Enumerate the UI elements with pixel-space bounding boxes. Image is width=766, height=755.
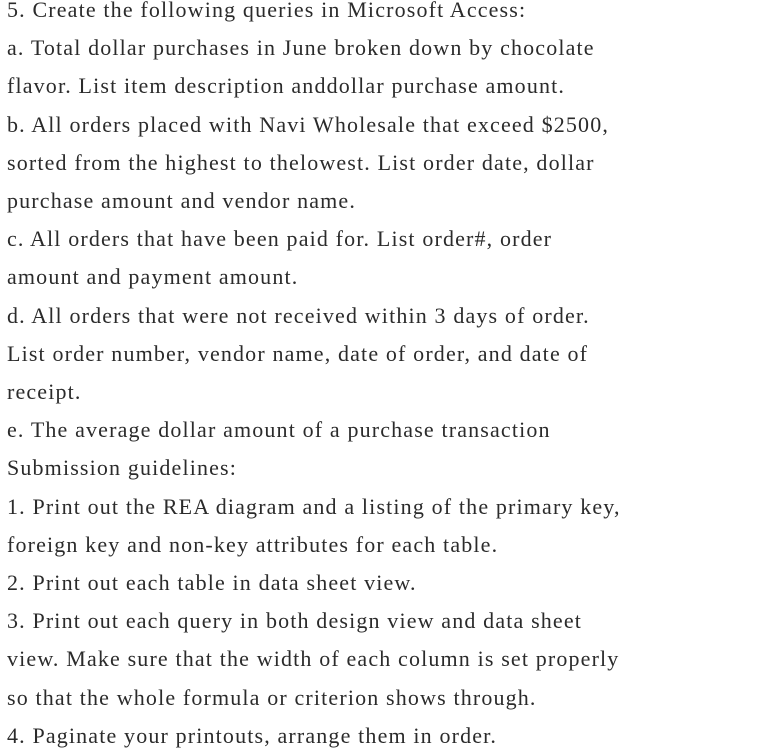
text-line: so that the whole formula or criterion shows through.: [7, 684, 537, 710]
text-line: c. All orders that have been paid for. List order#, order: [7, 226, 553, 252]
text-line: 1. Print out the REA diagram and a listing of the primary key,: [7, 493, 621, 519]
text-line: 3. Print out each query in both design view and data sheet: [7, 608, 583, 634]
text-line: a. Total dollar purchases in June broken down by chocolate: [7, 35, 595, 61]
text-line: d. All orders that were not received within 3 days of order.: [7, 302, 590, 328]
text-line: 2. Print out each table in data sheet view.: [7, 570, 417, 596]
text-line: purchase amount and vendor name.: [7, 188, 356, 214]
text-line: 5. Create the following queries in Microsoft Access:: [7, 0, 527, 22]
text-line: receipt.: [7, 379, 82, 405]
text-line: view. Make sure that the width of each column is set properly: [7, 646, 620, 672]
text-line: flavor. List item description anddollar purchase amount.: [7, 73, 566, 99]
text-line: e. The average dollar amount of a purchase transaction: [7, 417, 551, 443]
text-line: Submission guidelines:: [7, 455, 238, 481]
text-line: amount and payment amount.: [7, 264, 299, 290]
document-text: [7, 0, 762, 755]
text-line: b. All orders placed with Navi Wholesale that exceed $2500,: [7, 111, 610, 137]
text-line: 4. Paginate your printouts, arrange them in order.: [7, 722, 498, 748]
text-line: sorted from the highest to thelowest. List order date, dollar: [7, 149, 595, 175]
text-line: foreign key and non-key attributes for each table.: [7, 531, 499, 557]
text-line: List order number, vendor name, date of order, and date of: [7, 340, 589, 366]
